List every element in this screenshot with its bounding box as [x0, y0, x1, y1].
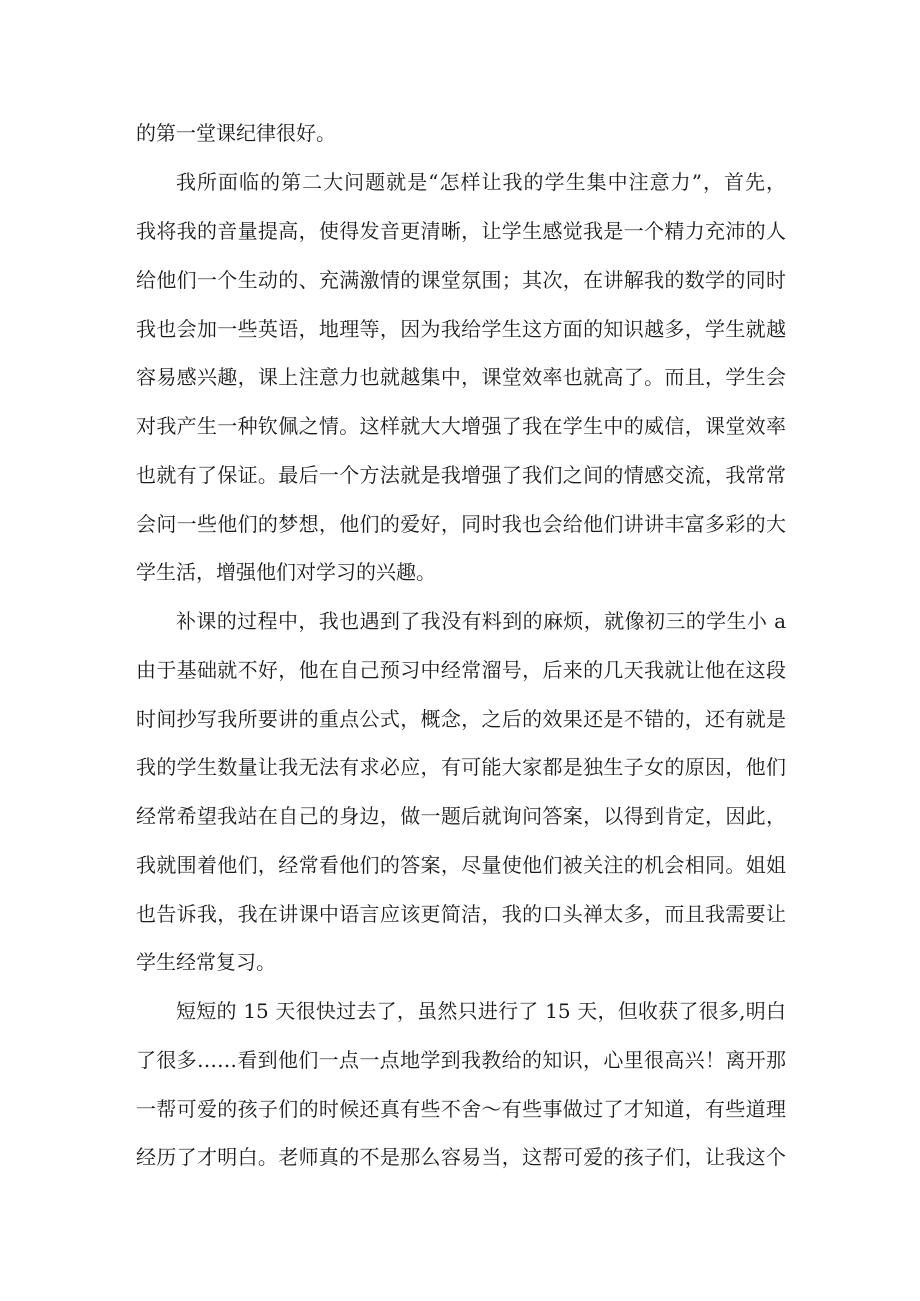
- text-line: 我的学生数量让我无法有求必应，有可能大家都是独生子女的原因，他们: [136, 755, 786, 779]
- text-line: 我将我的音量提高，使得发音更清晰，让学生感觉我是一个精力充沛的人: [136, 219, 786, 243]
- text-line: 我所面临的第二大问题就是“怎样让我的学生集中注意力”，首先，: [176, 170, 786, 194]
- text-line: 时间抄写我所要讲的重点公式，概念，之后的效果还是不错的，还有就是: [136, 707, 786, 731]
- text-line: 了很多……看到他们一点一点地学到我教给的知识，心里很高兴！离开那: [136, 1048, 786, 1072]
- text-line: 学生活，增强他们对学习的兴趣。: [136, 560, 436, 584]
- text-line: 我也会加一些英语，地理等，因为我给学生这方面的知识越多，学生就越: [136, 317, 786, 341]
- text-line: 经历了才明白。老师真的不是那么容易当，这帮可爱的孩子们，让我这个: [136, 1145, 786, 1169]
- text-line: 学生经常复习。: [136, 950, 276, 974]
- text-line: 我就围着他们，经常看他们的答案，尽量使他们被关注的机会相同。姐姐: [136, 853, 786, 877]
- text-line: 给他们一个生动的、充满激情的课堂氛围；其次，在讲解我的数学的同时: [136, 268, 786, 292]
- text-line: 的第一堂课纪律很好。: [136, 121, 336, 145]
- text-line: 对我产生一种钦佩之情。这样就大大增强了我在学生中的威信，课堂效率: [136, 414, 786, 438]
- text-line: 经常希望我站在自己的身边，做一题后就询问答案，以得到肯定，因此，: [136, 804, 786, 828]
- text-line: 也告诉我，我在讲课中语言应该更简洁，我的口头禅太多，而且我需要让: [136, 902, 786, 926]
- text-line: 补课的过程中，我也遇到了我没有料到的麻烦，就像初三的学生小 a: [176, 609, 786, 633]
- text-line: 短短的 15 天很快过去了，虽然只进行了 15 天，但收获了很多,明白: [176, 999, 786, 1023]
- text-line: 容易感兴趣，课上注意力也就越集中，课堂效率也就高了。而且，学生会: [136, 365, 786, 389]
- text-line: 由于基础就不好，他在自己预习中经常溜号，后来的几天我就让他在这段: [136, 658, 786, 682]
- text-line: 会问一些他们的梦想，他们的爱好，同时我也会给他们讲讲丰富多彩的大: [136, 512, 786, 536]
- text-line: 一帮可爱的孩子们的时候还真有些不舍～有些事做过了才知道，有些道理: [136, 1097, 786, 1121]
- text-line: 也就有了保证。最后一个方法就是我增强了我们之间的情感交流，我常常: [136, 463, 786, 487]
